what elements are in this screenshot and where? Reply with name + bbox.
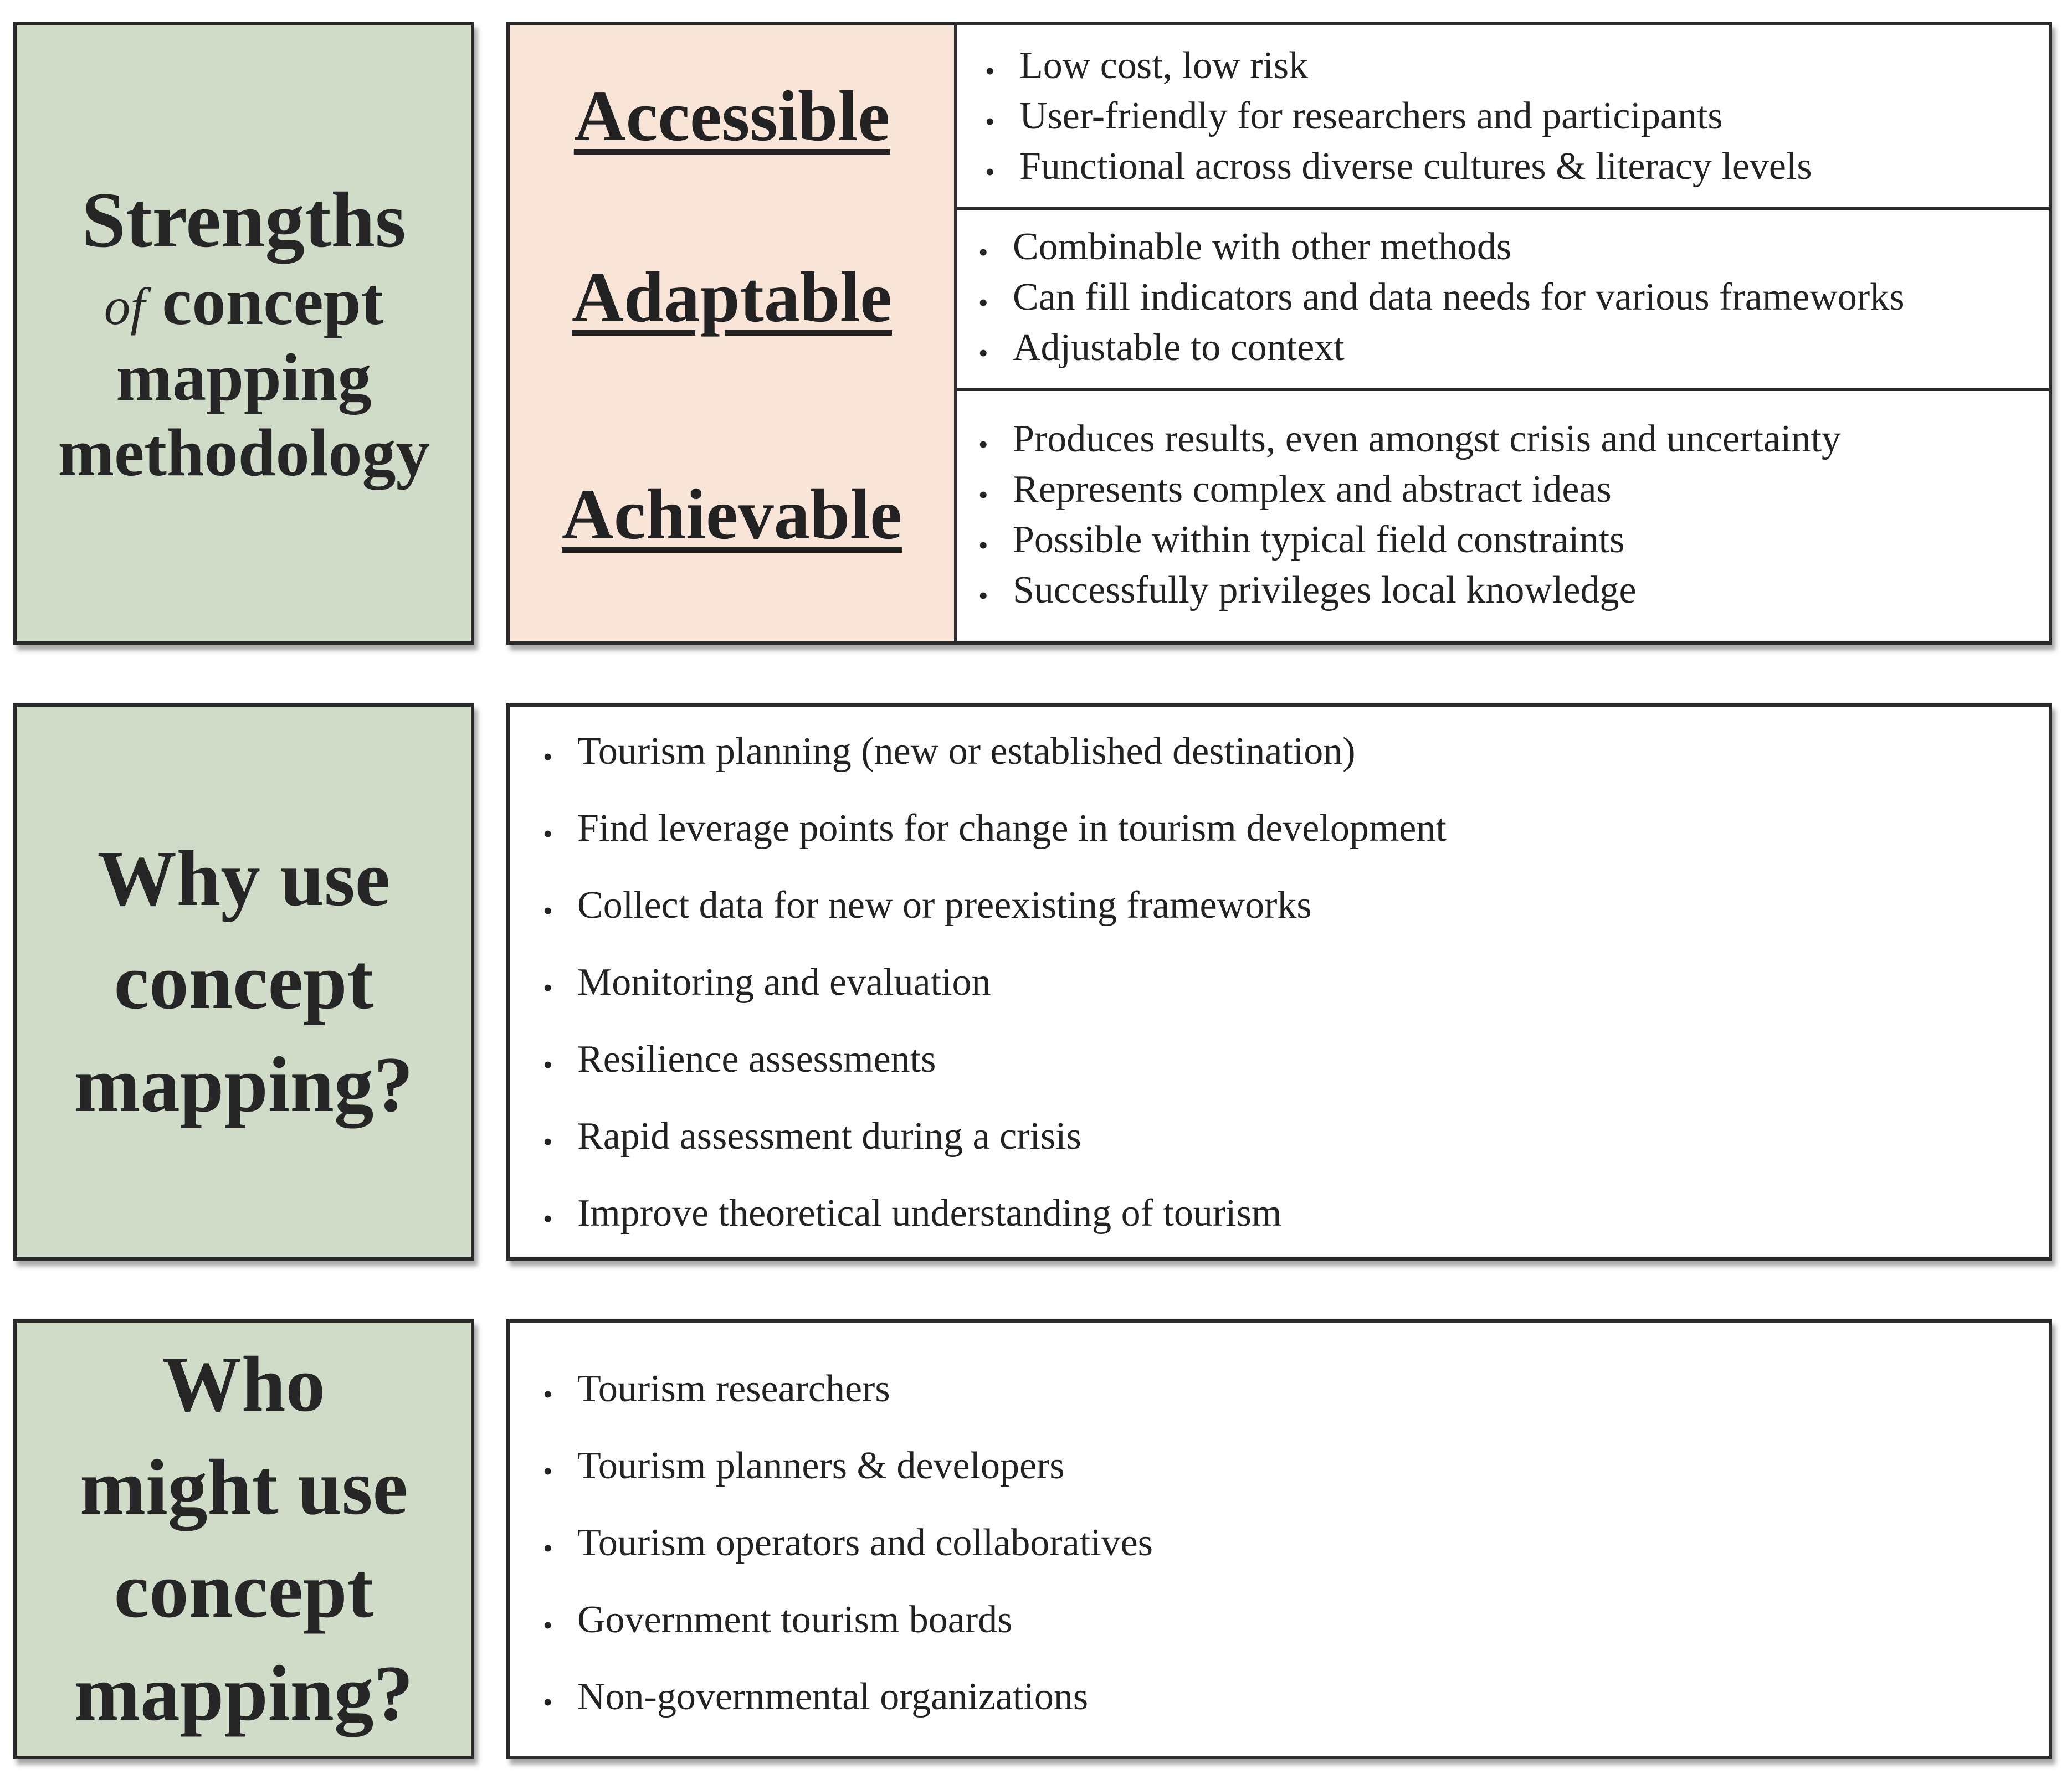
list-item: • Tourism researchers — [543, 1350, 1153, 1427]
strengths-heading — [58, 176, 430, 491]
list-item: • Tourism operators and collaboratives — [543, 1504, 1153, 1581]
heading-line: Who — [162, 1340, 325, 1428]
list-item: • Functional across diverse cultures & literacy levels — [985, 141, 2049, 192]
strength-row-achievable — [510, 388, 2049, 641]
heading-line: Why use — [97, 835, 391, 923]
category-cell — [510, 388, 957, 641]
who-heading — [74, 1333, 413, 1745]
list-item: • Can fill indicators and data needs for various frameworks — [978, 272, 2049, 322]
category-cell — [510, 25, 957, 207]
list-item: • Successfully privileges local knowledge — [978, 565, 2049, 615]
list-item: • Find leverage points for change in tourism development — [543, 790, 1447, 867]
who-list — [543, 1350, 1153, 1735]
category-label: Adaptable — [572, 257, 892, 337]
why-list-box — [506, 703, 2052, 1261]
items-cell — [957, 25, 2049, 207]
category-label: Achievable — [562, 475, 902, 554]
category-label: Accessible — [573, 76, 890, 156]
heading-line: mapping — [116, 340, 372, 415]
why-heading — [74, 827, 413, 1137]
list-item: • Improve theoretical understanding of tourism — [543, 1175, 1447, 1252]
who-list-box — [506, 1319, 2052, 1759]
list-item: • Tourism planners & developers — [543, 1427, 1153, 1504]
strengths-table — [506, 22, 2052, 645]
list-item: • Government tourism boards — [543, 1581, 1153, 1658]
strength-row-adaptable — [510, 207, 2049, 391]
heading-line — [58, 264, 430, 340]
heading-line: concept — [114, 1546, 374, 1634]
list-item: • Collect data for new or preexisting frameworks — [543, 867, 1447, 944]
items-cell — [957, 388, 2049, 641]
list-item: • Non-governmental organizations — [543, 1658, 1153, 1735]
why-heading-box — [13, 703, 474, 1261]
heading-line: concept — [114, 938, 374, 1026]
heading-line: might use — [80, 1443, 408, 1531]
heading-of: of — [104, 277, 145, 336]
list-item: • Tourism planning (new or established destination) — [543, 713, 1447, 790]
category-cell — [510, 207, 957, 388]
list-item: • Monitoring and evaluation — [543, 944, 1447, 1021]
list-item: • Produces results, even amongst crisis and uncertainty — [978, 414, 2049, 464]
heading-line: mapping? — [74, 1649, 413, 1737]
heading-line: mapping? — [74, 1040, 413, 1128]
list-item: • Resilience assessments — [543, 1021, 1447, 1098]
list-item: • Possible within typical field constraints — [978, 515, 2049, 565]
heading-word: concept — [162, 264, 384, 340]
list-item: • Adjustable to context — [978, 322, 2049, 373]
who-heading-box — [13, 1319, 474, 1759]
list-item: • Low cost, low risk — [985, 40, 2049, 91]
list-item: • Represents complex and abstract ideas — [978, 464, 2049, 515]
list-item: • Rapid assessment during a crisis — [543, 1098, 1447, 1175]
list-item: • Combinable with other methods — [978, 222, 2049, 272]
strengths-heading-box — [13, 22, 474, 645]
list-item: • User-friendly for researchers and participants — [985, 91, 2049, 141]
why-list — [543, 713, 1447, 1252]
items-cell — [957, 207, 2049, 388]
heading-line: Strengths — [81, 176, 406, 264]
strength-row-accessible — [510, 25, 2049, 210]
heading-line: methodology — [58, 415, 430, 491]
